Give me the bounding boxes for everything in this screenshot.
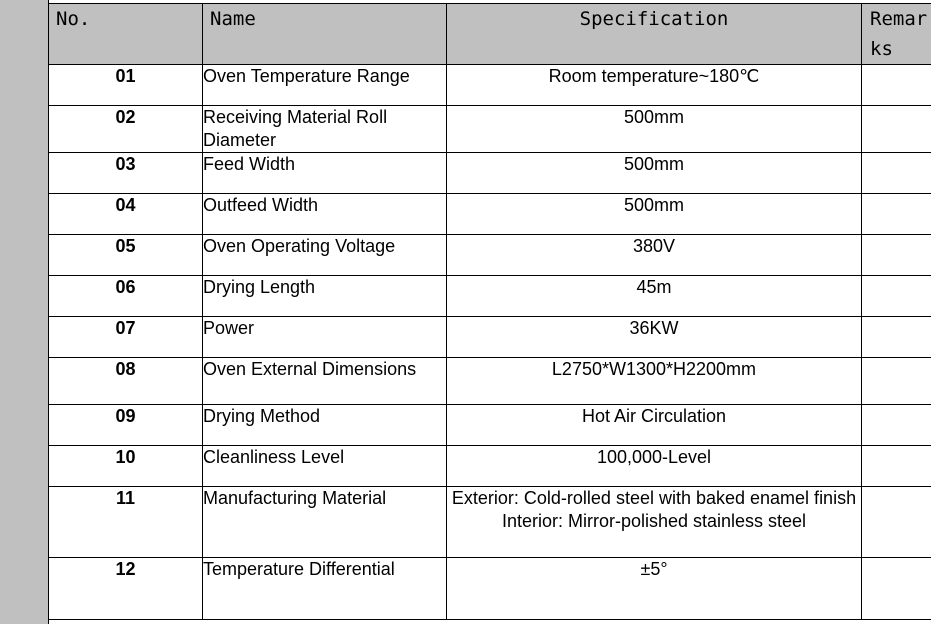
specification-table xyxy=(48,3,931,620)
table-row xyxy=(49,558,931,620)
row-remarks xyxy=(862,558,931,620)
row-number: 07 xyxy=(49,317,203,358)
row-remarks xyxy=(862,487,931,558)
header-name: Name xyxy=(203,4,447,65)
row-number: 09 xyxy=(49,405,203,446)
row-number: 06 xyxy=(49,276,203,317)
row-remarks xyxy=(862,194,931,235)
table-row xyxy=(49,317,931,358)
table-row xyxy=(49,194,931,235)
table-row xyxy=(49,106,931,153)
row-specification: Hot Air Circulation xyxy=(447,405,862,446)
row-name: Receiving Material Roll Diameter xyxy=(203,106,447,153)
row-specification: 500mm xyxy=(447,153,862,194)
row-number: 04 xyxy=(49,194,203,235)
table-row xyxy=(49,65,931,106)
header-remarks: Remarks xyxy=(862,4,931,65)
row-name: Manufacturing Material xyxy=(203,487,447,558)
row-specification: 45m xyxy=(447,276,862,317)
table-row xyxy=(49,235,931,276)
row-specification: 500mm xyxy=(447,106,862,153)
row-name: Drying Length xyxy=(203,276,447,317)
row-name: Drying Method xyxy=(203,405,447,446)
row-specification: ±5° xyxy=(447,558,862,620)
header-no: No. xyxy=(49,4,203,65)
row-remarks xyxy=(862,405,931,446)
row-remarks xyxy=(862,358,931,405)
row-number: 05 xyxy=(49,235,203,276)
table-row xyxy=(49,358,931,405)
row-remarks xyxy=(862,65,931,106)
table-row xyxy=(49,446,931,487)
row-name: Temperature Differential xyxy=(203,558,447,620)
row-remarks xyxy=(862,153,931,194)
row-specification: Room temperature~180℃ xyxy=(447,65,862,106)
row-number: 03 xyxy=(49,153,203,194)
header-row xyxy=(49,4,931,65)
row-number: 02 xyxy=(49,106,203,153)
row-name: Oven External Dimensions xyxy=(203,358,447,405)
row-remarks xyxy=(862,235,931,276)
table-row xyxy=(49,487,931,558)
row-specification: L2750*W1300*H2200mm xyxy=(447,358,862,405)
row-number: 01 xyxy=(49,65,203,106)
row-specification: 500mm xyxy=(447,194,862,235)
header-specification: Specification xyxy=(447,4,862,65)
row-name: Oven Temperature Range xyxy=(203,65,447,106)
row-name: Outfeed Width xyxy=(203,194,447,235)
row-number: 08 xyxy=(49,358,203,405)
table-row xyxy=(49,276,931,317)
row-specification: 36KW xyxy=(447,317,862,358)
row-specification: 100,000-Level xyxy=(447,446,862,487)
row-specification: 380V xyxy=(447,235,862,276)
row-number: 10 xyxy=(49,446,203,487)
left-margin-strip xyxy=(0,0,49,624)
table-row xyxy=(49,405,931,446)
row-number: 12 xyxy=(49,558,203,620)
row-remarks xyxy=(862,276,931,317)
row-name: Cleanliness Level xyxy=(203,446,447,487)
row-remarks xyxy=(862,446,931,487)
row-name: Power xyxy=(203,317,447,358)
row-name: Feed Width xyxy=(203,153,447,194)
row-remarks xyxy=(862,106,931,153)
row-name: Oven Operating Voltage xyxy=(203,235,447,276)
row-specification: Exterior: Cold-rolled steel with baked enamel finish Interior: Mirror-polished stainless steel xyxy=(447,487,862,558)
row-number: 11 xyxy=(49,487,203,558)
table-row xyxy=(49,153,931,194)
row-remarks xyxy=(862,317,931,358)
